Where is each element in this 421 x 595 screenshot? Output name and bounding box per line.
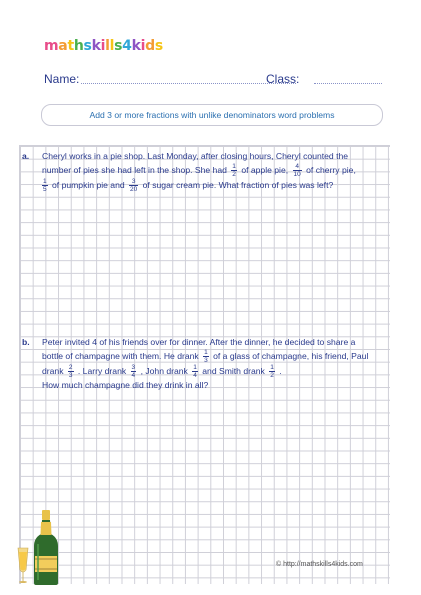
text-segment: , John drank — [140, 365, 188, 376]
logo-letter: 4 — [122, 38, 132, 54]
fraction-denominator: 5 — [43, 185, 47, 193]
text-segment: number of pies she had left in the shop. She had — [42, 164, 227, 175]
logo-letter: k — [91, 38, 101, 54]
fraction-numerator: 2 — [68, 363, 73, 371]
champagne-glass-icon — [18, 548, 28, 583]
fraction-denominator: 10 — [293, 170, 301, 178]
text-segment: drank — [42, 365, 64, 376]
logo-letter: l — [109, 38, 115, 54]
fraction-denominator: 4 — [193, 371, 197, 379]
problem-line — [42, 364, 384, 379]
worksheet-title: Add 3 or more fractions with unlike denominators word problems — [41, 104, 383, 126]
fraction-numerator: 1 — [232, 162, 236, 170]
logo-letter: i — [140, 38, 146, 54]
fraction-numerator: 1 — [43, 177, 47, 185]
problem-line — [42, 163, 384, 178]
logo-letter: k — [131, 38, 141, 54]
fraction — [231, 163, 237, 178]
problem-line: Cheryl works in a pie shop. Last Monday, after closing hours, Cheryl counted the — [42, 151, 349, 161]
logo-letter: m — [44, 38, 59, 54]
text-segment: bottle of champagne with them. He drank — [42, 350, 199, 361]
fraction — [131, 364, 137, 379]
logo-letter: d — [145, 38, 155, 54]
class-label: Class: — [266, 72, 300, 86]
fraction-denominator: 2 — [270, 371, 274, 379]
name-label: Name: — [44, 72, 80, 86]
fraction-denominator: 20 — [130, 185, 138, 193]
fraction-denominator: 3 — [204, 356, 208, 364]
text-segment: . — [279, 365, 282, 376]
text-segment: . Larry drank — [77, 365, 127, 376]
fraction — [42, 178, 48, 193]
logo-letter: i — [100, 38, 106, 54]
fraction-numerator: 3 — [131, 363, 136, 371]
problem-line — [42, 178, 384, 193]
fraction-denominator: 2 — [232, 170, 236, 178]
fraction-numerator: 1 — [193, 363, 197, 371]
logo-letter: h — [73, 38, 84, 54]
fraction — [129, 178, 138, 193]
problem-label: b. — [22, 337, 30, 347]
fraction — [192, 364, 198, 379]
logo-letter: s — [83, 38, 92, 54]
fraction-numerator: 1 — [270, 363, 274, 371]
logo-letter: t — [67, 38, 74, 54]
text-segment: of cherry pie, — [306, 164, 356, 175]
problem-text — [42, 150, 384, 193]
text-segment: of a glass of champagne, his friend, Paul — [213, 350, 369, 361]
logo-letter: s — [154, 38, 163, 54]
fraction-numerator: 3 — [129, 178, 138, 186]
fraction — [269, 364, 275, 379]
problem-text — [42, 336, 384, 391]
fraction-numerator: 1 — [204, 348, 208, 356]
problem-line: Peter invited 4 of his friends over for dinner. After the dinner, he decided to share a — [42, 337, 356, 347]
fraction — [293, 163, 302, 178]
fraction — [203, 349, 209, 364]
fraction-denominator: 3 — [68, 371, 73, 379]
problem-label: a. — [22, 151, 30, 161]
fraction — [68, 364, 74, 379]
champagne-bottle-icon — [34, 510, 58, 585]
logo-letter: l — [105, 38, 110, 54]
fraction-denominator: 4 — [131, 371, 136, 379]
text-segment: of sugar cream pie. What fraction of pies was left? — [142, 179, 334, 190]
text-segment: of apple pie, — [241, 164, 289, 175]
problem-line — [42, 349, 384, 364]
problem-line: How much champagne did they drink in all? — [42, 379, 209, 390]
logo-letter: a — [58, 38, 68, 54]
copyright-footer: © http://mathskills4kids.com — [276, 561, 363, 568]
fraction-numerator: 4 — [293, 163, 302, 171]
text-segment: and Smith drank — [202, 365, 265, 376]
student-info-row — [44, 72, 384, 88]
text-segment: of pumpkin pie and — [52, 179, 125, 190]
name-field[interactable] — [81, 83, 296, 84]
class-field[interactable] — [314, 83, 382, 84]
logo-letter: s — [114, 38, 123, 54]
champagne-illustration — [14, 508, 74, 586]
site-logo — [44, 38, 163, 54]
